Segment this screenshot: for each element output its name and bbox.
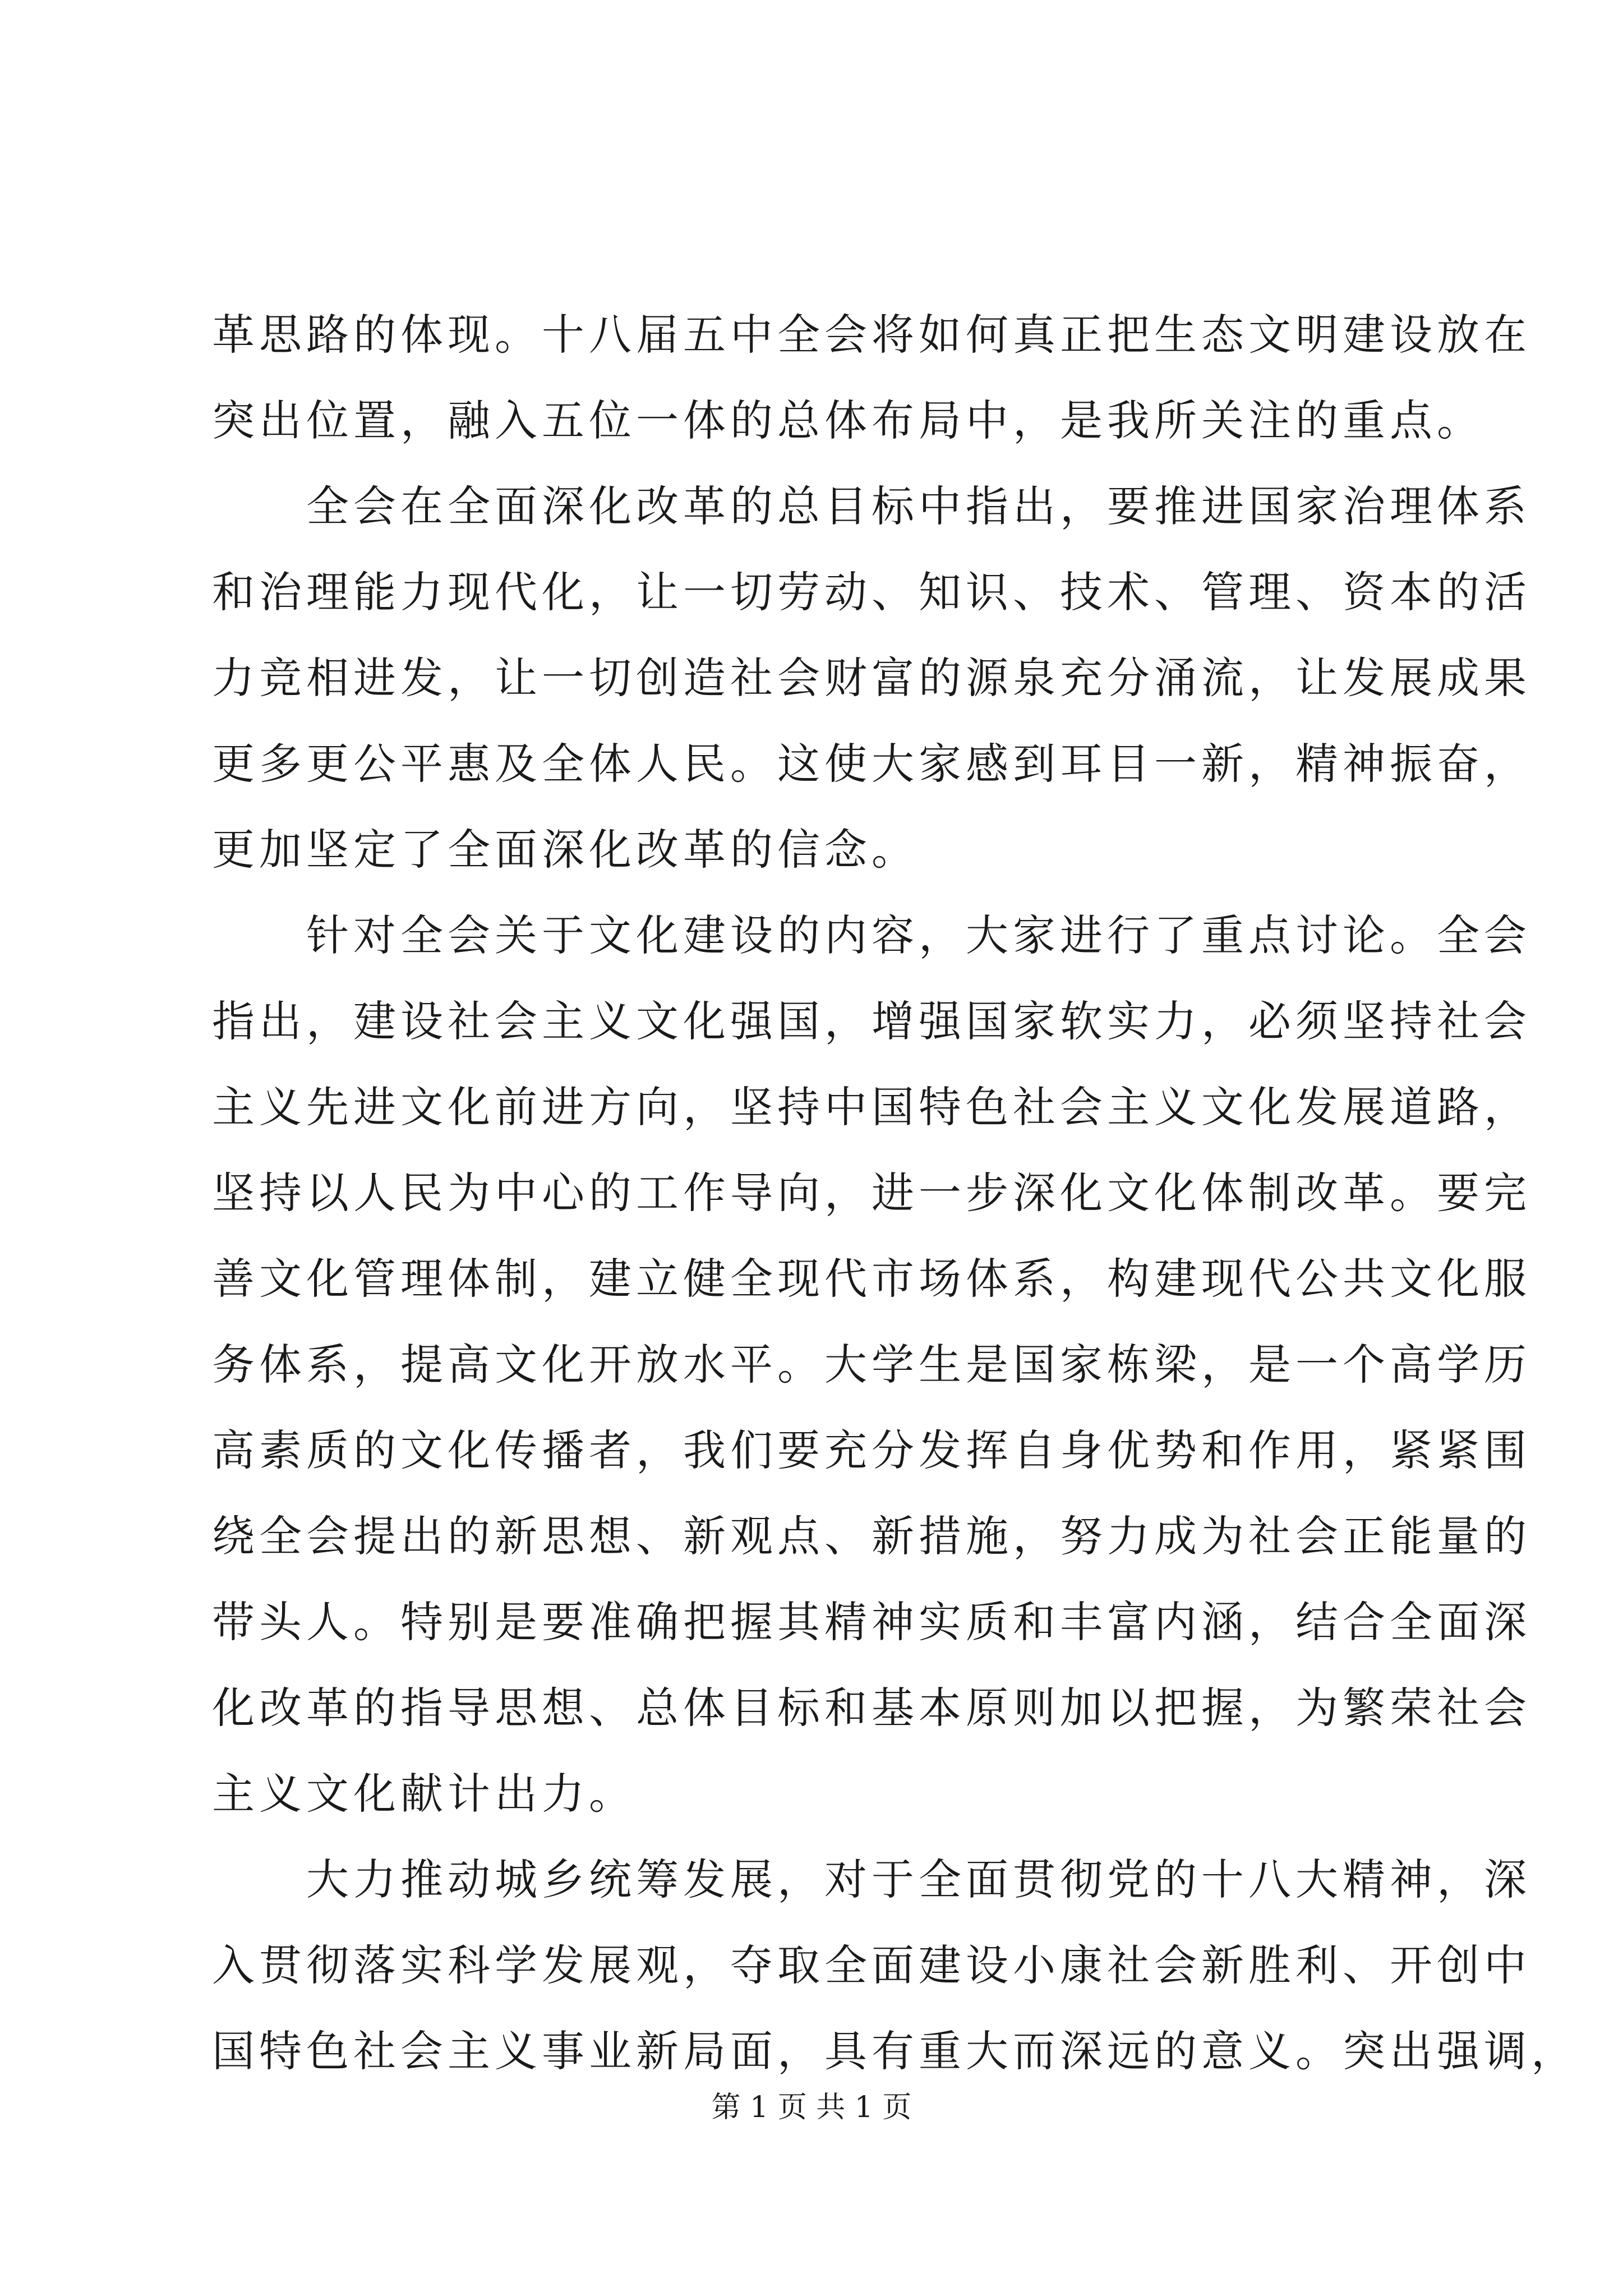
text-line: 高素质的文化传播者，我们要充分发挥自身优势和作用，紧紧围 [212,1425,1531,1475]
text-line: 国特色社会主义事业新局面，具有重大而深远的意义。突出强调， [212,2026,1578,2076]
text-line: 和治理能力现代化，让一切劳动、知识、技术、管理、资本的活 [212,567,1531,617]
text-line: 革思路的体现。十八届五中全会将如何真正把生态文明建设放在 [212,310,1531,360]
text-line: 主义先进文化前进方向，坚持中国特色社会主义文化发展道路， [212,1082,1531,1132]
text-line: 坚持以人民为中心的工作导向，进一步深化文化体制改革。要完 [212,1168,1531,1218]
text-line: 入贯彻落实科学发展观，夺取全面建设小康社会新胜利、开创中 [212,1940,1531,1990]
paragraph-first-line: 全会在全面深化改革的总目标中指出，要推进国家治理体系 [306,481,1531,531]
text-line: 突出位置，融入五位一体的总体布局中，是我所关注的重点。 [212,395,1484,445]
paragraph-first-line: 针对全会关于文化建设的内容，大家进行了重点讨论。全会 [306,910,1531,960]
text-line: 带头人。特别是要准确把握其精神实质和丰富内涵，结合全面深 [212,1597,1531,1647]
text-line: 善文化管理体制，建立健全现代市场体系，构建现代公共文化服 [212,1254,1531,1304]
document-body [212,292,1578,2094]
text-line: 指出，建设社会主义文化强国，增强国家软实力，必须坚持社会 [212,996,1531,1046]
paragraph-first-line: 大力推动城乡统筹发展，对于全面贯彻党的十八大精神，深 [306,1855,1531,1904]
text-line: 更加坚定了全面深化改革的信念。 [212,825,919,875]
text-line: 务体系，提高文化开放水平。大学生是国家栋梁，是一个高学历 [212,1340,1531,1389]
text-line: 力竞相进发，让一切创造社会财富的源泉充分涌流，让发展成果 [212,653,1531,703]
page-number-footer: 第 1 页 共 1 页 [711,2091,912,2124]
text-line: 化改革的指导思想、总体目标和基本原则加以把握，为繁荣社会 [212,1683,1531,1733]
text-line: 主义文化献计出力。 [212,1769,636,1819]
text-line: 更多更公平惠及全体人民。这使大家感到耳目一新，精神振奋， [212,739,1531,789]
text-line: 绕全会提出的新思想、新观点、新措施，努力成为社会正能量的 [212,1511,1531,1561]
